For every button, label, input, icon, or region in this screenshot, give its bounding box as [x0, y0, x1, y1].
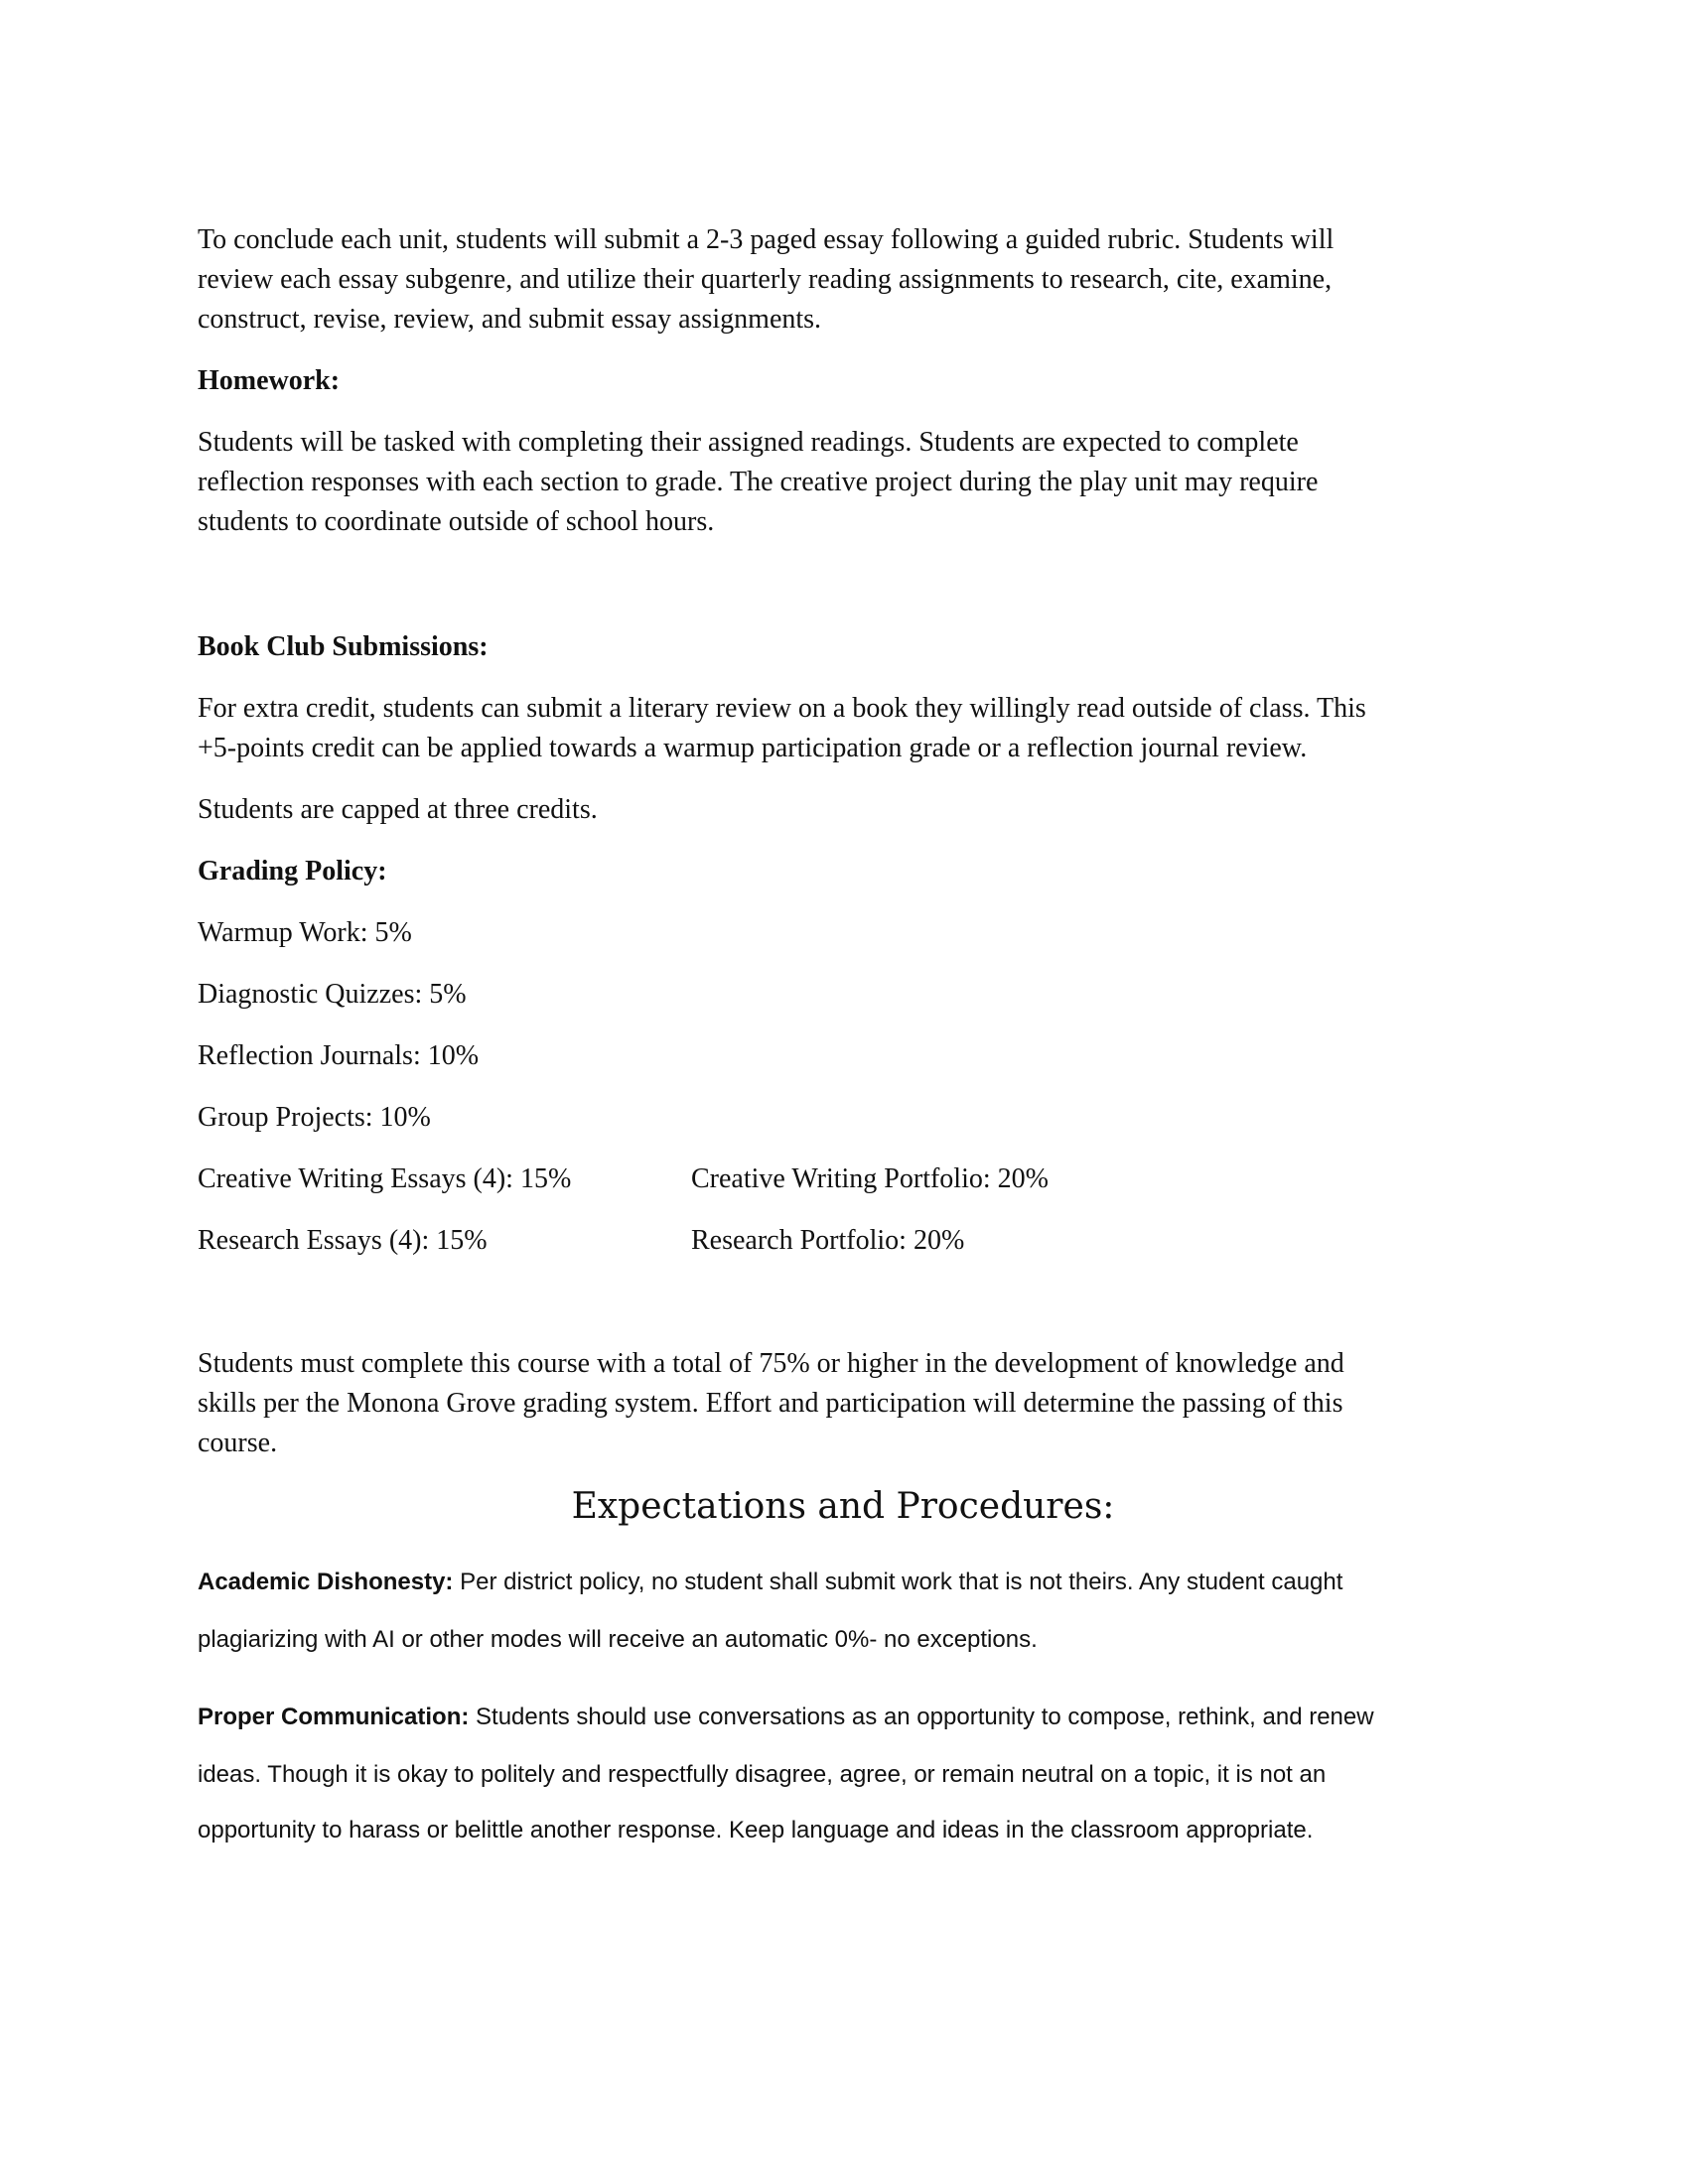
document-page: [198, 0, 1488, 2184]
completion-line-3: course.: [198, 1428, 278, 1458]
homework-heading: Homework:: [198, 365, 341, 396]
book-club-cap-note: Students are capped at three credits.: [198, 794, 598, 825]
proper-communication-line-3: opportunity to harass or belittle another response. Keep language and ideas in the classroom appropriate.: [198, 1817, 1314, 1843]
grading-item: Group Projects: 10%: [198, 1102, 431, 1133]
essay-paragraph-line-2: review each essay subgenre, and utilize their quarterly reading assignments to research, cite, examine,: [198, 264, 1333, 295]
grading-pair-left: Creative Writing Essays (4): 15%: [198, 1163, 572, 1194]
grading-item: Diagnostic Quizzes: 5%: [198, 979, 467, 1010]
academic-dishonesty-line-1: [198, 1567, 1342, 1598]
grading-policy-heading: Grading Policy:: [198, 856, 387, 887]
essay-paragraph-line-3: construct, revise, review, and submit essay assignments.: [198, 304, 822, 335]
academic-dishonesty-label: Academic Dishonesty:: [198, 1569, 454, 1595]
completion-line-1: Students must complete this course with a total of 75% or higher in the development of knowledge and: [198, 1348, 1344, 1379]
homework-line-2: reflection responses with each section to grade. The creative project during the play unit may require: [198, 467, 1319, 497]
expectations-title: Expectations and Procedures:: [571, 1486, 1115, 1527]
homework-line-3: students to coordinate outside of school hours.: [198, 506, 715, 537]
book-club-line-2: +5-points credit can be applied towards a warmup participation grade or a reflection journal review.: [198, 733, 1308, 763]
grading-item: Reflection Journals: 10%: [198, 1040, 480, 1071]
academic-dishonesty-line-2: plagiarizing with AI or other modes will receive an automatic 0%- no exceptions.: [198, 1626, 1038, 1653]
proper-communication-text: Students should use conversations as an opportunity to compose, rethink, and renew: [469, 1704, 1374, 1730]
book-club-heading: Book Club Submissions:: [198, 631, 489, 662]
book-club-line-1: For extra credit, students can submit a literary review on a book they willingly read outside of class. This: [198, 693, 1366, 724]
proper-communication-line-1: [198, 1702, 1374, 1733]
grading-pair-right: Research Portfolio: 20%: [691, 1225, 965, 1256]
completion-line-2: skills per the Monona Grove grading system. Effort and participation will determine the passing of this: [198, 1388, 1343, 1419]
proper-communication-line-2: ideas. Though it is okay to politely and respectfully disagree, agree, or remain neutral on a topic, it is not an: [198, 1761, 1327, 1788]
grading-item: Warmup Work: 5%: [198, 917, 412, 948]
academic-dishonesty-text: Per district policy, no student shall submit work that is not theirs. Any student caught: [453, 1569, 1343, 1595]
proper-communication-label: Proper Communication:: [198, 1704, 470, 1730]
grading-pair-right: Creative Writing Portfolio: 20%: [691, 1163, 1049, 1194]
essay-paragraph-line-1: To conclude each unit, students will submit a 2-3 paged essay following a guided rubric. Students will: [198, 224, 1335, 255]
grading-pair-left: Research Essays (4): 15%: [198, 1225, 488, 1256]
homework-line-1: Students will be tasked with completing their assigned readings. Students are expected to complete: [198, 427, 1299, 458]
